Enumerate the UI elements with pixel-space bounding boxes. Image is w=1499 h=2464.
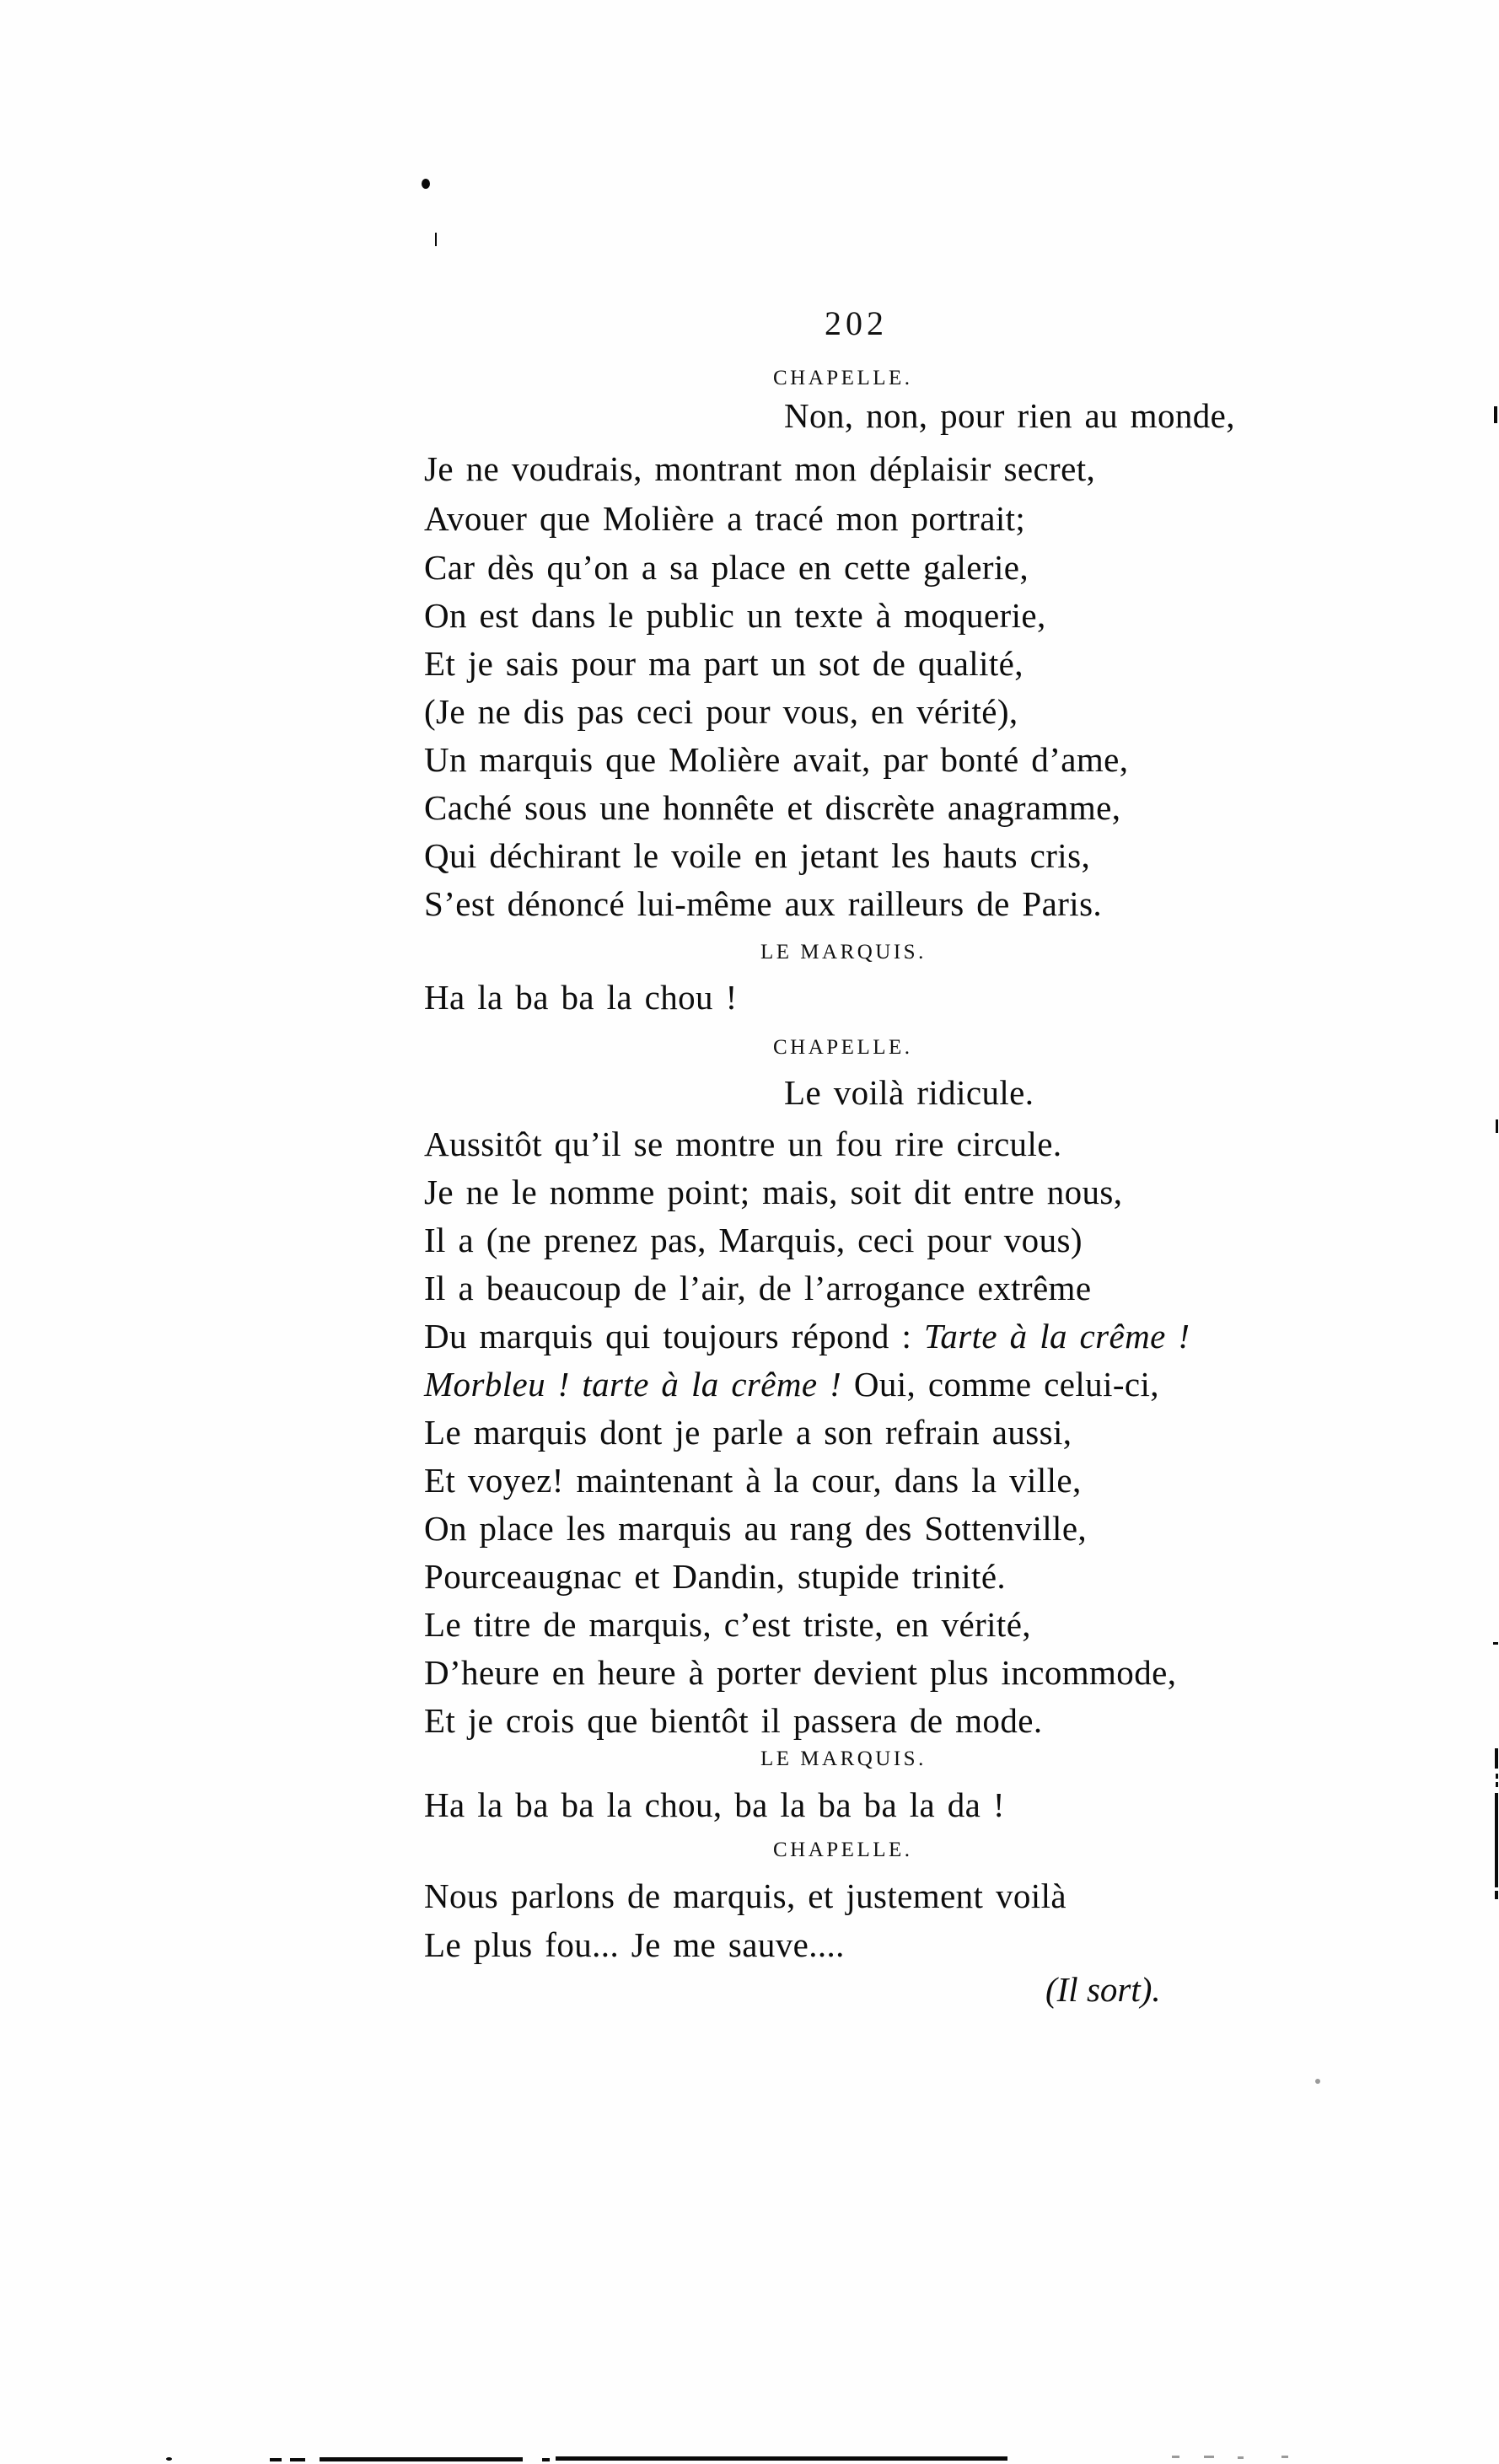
verse-line: S’est dénoncé lui-même aux railleurs de Paris. [424,884,1103,923]
verse-line: Le plus fou... Je me sauve.... [424,1925,845,1964]
bottom-scan-line-segment [290,2458,305,2461]
verse-line: Et voyez! maintenant à la cour, dans la ville, [424,1461,1082,1500]
ink-speck [435,233,437,246]
verse-line: Le marquis dont je parle a son refrain aussi, [424,1413,1072,1452]
speaker-heading-marquis-1: LE MARQUIS. [760,941,927,964]
verse-line: Non, non, pour rien au monde, [784,396,1235,435]
bottom-scan-line-segment [1204,2456,1214,2458]
verse-line: Aussitôt qu’il se montre un fou rire circule. [424,1125,1062,1163]
verse-line: Ha la ba ba la chou ! [424,978,738,1017]
bottom-scan-line-segment [556,2456,1007,2461]
verse-line: (Je ne dis pas ceci pour vous, en vérité), [424,692,1018,731]
verse-line: Avouer que Molière a tracé mon portrait; [424,499,1026,538]
verse-line: Il a (ne prenez pas, Marquis, ceci pour vous) [424,1221,1083,1259]
page-number: 202 [825,304,888,342]
verse-line: On place les marquis au rang des Sottenville, [424,1509,1088,1548]
bottom-scan-line-segment [1238,2456,1244,2459]
verse-line: On est dans le public un texte à moquerie, [424,596,1046,635]
verse-segment: Oui, comme celui-ci, [841,1365,1159,1404]
verse-line: Je ne le nomme point; mais, soit dit entre nous, [424,1173,1123,1211]
scan-edge-mark [1496,1782,1498,1787]
verse-segment-italic: Tarte à la crême ! [923,1317,1190,1355]
stage-direction: (Il sort). [1045,1970,1161,2009]
verse-line [424,1365,1159,1404]
speaker-heading-chapelle-1: CHAPELLE. [773,367,913,389]
speaker-heading-chapelle-2: CHAPELLE. [773,1036,913,1059]
verse-line: Nous parlons de marquis, et justement voilà [424,1876,1066,1915]
bottom-scan-line-segment [320,2457,523,2461]
ink-speck [422,179,430,189]
verse-line: Le titre de marquis, c’est triste, en vérité, [424,1605,1031,1644]
verse-segment-italic: Morbleu ! tarte à la crême ! [424,1365,842,1404]
scan-edge-mark [1493,1642,1498,1645]
scan-edge-mark [1496,1774,1498,1779]
scan-edge-mark [1495,1748,1498,1769]
speaker-heading-chapelle-3: CHAPELLE. [773,1839,913,1861]
ink-speck [1315,2079,1320,2084]
verse-line: Pourceaugnac et Dandin, stupide trinité. [424,1557,1007,1596]
verse-line: Un marquis que Molière avait, par bonté d’ame, [424,740,1129,779]
verse-line: Et je sais pour ma part un sot de qualité, [424,644,1024,683]
verse-segment: Du marquis qui toujours répond : [424,1317,924,1355]
bottom-scan-line-segment [1281,2456,1288,2458]
scan-edge-mark [1496,1119,1498,1133]
bottom-scan-line-segment [270,2458,282,2461]
bottom-scan-line-segment [1172,2456,1179,2458]
scan-edge-mark [1494,406,1497,423]
verse-line: Je ne voudrais, montrant mon déplaisir secret, [424,449,1096,488]
verse-line: D’heure en heure à porter devient plus incommode, [424,1653,1177,1692]
verse-line: Car dès qu’on a sa place en cette galerie, [424,548,1029,587]
verse-line: Le voilà ridicule. [784,1073,1034,1112]
bottom-scan-speck [166,2457,172,2461]
verse-line: Et je crois que bientôt il passera de mode. [424,1701,1043,1740]
verse-line: Caché sous une honnête et discrète anagramme, [424,788,1121,827]
verse-line: Qui déchirant le voile en jetant les hauts cris, [424,836,1091,875]
bottom-scan-line-segment [542,2458,550,2461]
scan-edge-mark [1495,1793,1498,1887]
speaker-heading-marquis-2: LE MARQUIS. [760,1747,927,1770]
scan-edge-mark [1495,1891,1498,1899]
verse-line: Il a beaucoup de l’air, de l’arrogance extrême [424,1269,1092,1307]
verse-line: Ha la ba ba la chou, ba la ba ba la da ! [424,1785,1005,1824]
verse-line [424,1317,1190,1355]
